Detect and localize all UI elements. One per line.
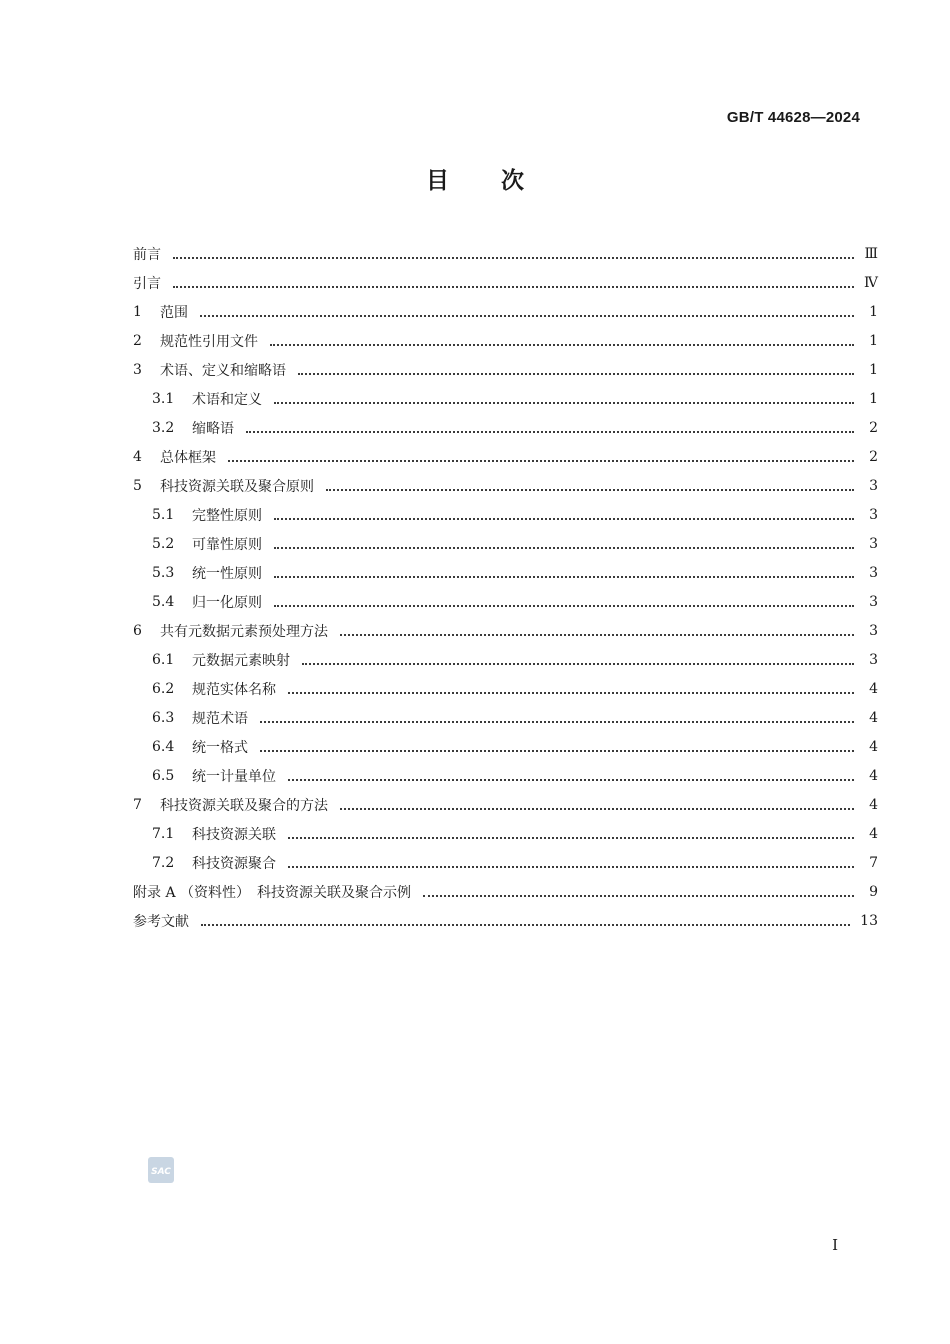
- page-number: I: [832, 1236, 838, 1254]
- toc-entry-page: 13: [860, 912, 878, 929]
- toc-dot-leader: [274, 562, 854, 578]
- toc-dot-leader: [288, 765, 854, 781]
- toc-dot-leader: [274, 388, 854, 404]
- toc-entry-label: 可靠性原则: [192, 536, 262, 553]
- table-of-contents: [133, 239, 878, 935]
- toc-entry-label: 科技资源聚合: [192, 855, 276, 872]
- toc-entry-label: 科技资源关联: [192, 826, 276, 843]
- sac-logo-text: SAC: [151, 1167, 171, 1177]
- toc-entry-number: 6.1: [152, 651, 175, 668]
- toc-dot-leader: [246, 417, 854, 433]
- toc-entry-label: 缩略语: [192, 420, 234, 437]
- toc-entry-page: 4: [869, 767, 878, 784]
- toc-entry[interactable]: [133, 268, 878, 297]
- toc-entry-page: Ⅲ: [864, 245, 878, 262]
- title-char-1: 目: [426, 168, 449, 194]
- toc-dot-leader: [288, 852, 854, 868]
- toc-entry-number: 7.1: [152, 825, 175, 842]
- toc-entry-page: 3: [869, 622, 878, 639]
- toc-entry-number: 3.1: [152, 390, 175, 407]
- page-title: [0, 162, 950, 195]
- toc-entry[interactable]: [133, 790, 878, 819]
- toc-entry[interactable]: [133, 529, 878, 558]
- toc-entry-number: 7: [133, 796, 142, 813]
- toc-entry-page: Ⅳ: [864, 274, 878, 291]
- toc-entry-page: 3: [869, 535, 878, 552]
- toc-entry-label: 规范术语: [192, 710, 248, 727]
- toc-entry-number: 2: [133, 332, 142, 349]
- toc-entry-label: 总体框架: [160, 449, 216, 466]
- toc-dot-leader: [274, 504, 854, 520]
- toc-entry-page: 1: [869, 361, 878, 378]
- toc-entry[interactable]: [133, 877, 878, 906]
- toc-entry-page: 1: [869, 390, 878, 407]
- toc-entry-number: 5.2: [152, 535, 175, 552]
- toc-entry[interactable]: [133, 616, 878, 645]
- toc-entry[interactable]: [133, 326, 878, 355]
- toc-entry[interactable]: [133, 848, 878, 877]
- toc-entry-number: 5.1: [152, 506, 175, 523]
- toc-dot-leader: [340, 620, 854, 636]
- toc-entry-number: 6.2: [152, 680, 175, 697]
- toc-entry-label: 术语、定义和缩略语: [160, 362, 286, 379]
- toc-entry-page: 9: [869, 883, 878, 900]
- toc-dot-leader: [260, 736, 854, 752]
- toc-dot-leader: [173, 243, 854, 259]
- toc-entry-label: 科技资源关联及聚合原则: [160, 478, 314, 495]
- toc-entry[interactable]: [133, 471, 878, 500]
- toc-entry[interactable]: [133, 587, 878, 616]
- toc-entry[interactable]: [133, 355, 878, 384]
- toc-dot-leader: [201, 910, 850, 926]
- toc-entry-number: 6.5: [152, 767, 175, 784]
- toc-entry-label: 统一格式: [192, 739, 248, 756]
- toc-entry-page: 2: [869, 419, 878, 436]
- toc-entry-number: 7.2: [152, 854, 175, 871]
- toc-dot-leader: [274, 533, 854, 549]
- toc-entry[interactable]: [133, 703, 878, 732]
- toc-entry-label: 元数据元素映射: [192, 652, 290, 669]
- standard-code: GB/T 44628—2024: [726, 109, 860, 126]
- toc-entry-number: 3.2: [152, 419, 175, 436]
- toc-entry-page: 2: [869, 448, 878, 465]
- toc-entry-label: 归一化原则: [192, 594, 262, 611]
- toc-dot-leader: [173, 272, 854, 288]
- toc-entry[interactable]: [133, 413, 878, 442]
- toc-entry-page: 3: [869, 564, 878, 581]
- toc-entry-page: 3: [869, 506, 878, 523]
- toc-entry[interactable]: [133, 674, 878, 703]
- toc-entry-page: 4: [869, 680, 878, 697]
- toc-entry-label: 参考文献: [133, 913, 189, 930]
- toc-entry[interactable]: [133, 384, 878, 413]
- toc-dot-leader: [270, 330, 854, 346]
- toc-entry-label: 统一计量单位: [192, 768, 276, 785]
- toc-entry-number: 3: [133, 361, 142, 378]
- toc-entry[interactable]: [133, 819, 878, 848]
- toc-entry[interactable]: [133, 645, 878, 674]
- toc-entry-label: 附录 A （资料性） 科技资源关联及聚合示例: [133, 884, 412, 901]
- toc-entry-number: 5.3: [152, 564, 175, 581]
- toc-entry[interactable]: [133, 239, 878, 268]
- toc-dot-leader: [260, 707, 854, 723]
- toc-entry-label: 统一性原则: [192, 565, 262, 582]
- toc-dot-leader: [274, 591, 854, 607]
- toc-entry-page: 1: [869, 332, 878, 349]
- toc-entry-label: 前言: [133, 246, 161, 263]
- toc-entry[interactable]: [133, 906, 878, 935]
- toc-entry-number: 5: [133, 477, 142, 494]
- toc-entry-label: 共有元数据元素预处理方法: [160, 623, 328, 640]
- toc-entry[interactable]: [133, 761, 878, 790]
- toc-entry-label: 科技资源关联及聚合的方法: [160, 797, 328, 814]
- toc-dot-leader: [423, 881, 854, 897]
- toc-entry-page: 3: [869, 651, 878, 668]
- title-char-2: 次: [501, 168, 524, 194]
- toc-entry-number: 6: [133, 622, 142, 639]
- toc-entry[interactable]: [133, 442, 878, 471]
- toc-entry-number: 5.4: [152, 593, 175, 610]
- toc-entry-page: 3: [869, 477, 878, 494]
- toc-entry[interactable]: [133, 732, 878, 761]
- toc-entry-label: 规范实体名称: [192, 681, 276, 698]
- toc-entry-page: 4: [869, 796, 878, 813]
- toc-entry-page: 7: [869, 854, 878, 871]
- toc-dot-leader: [228, 446, 854, 462]
- toc-entry[interactable]: [133, 297, 878, 326]
- toc-dot-leader: [200, 301, 854, 317]
- toc-entry-page: 1: [869, 303, 878, 320]
- toc-entry-page: 3: [869, 593, 878, 610]
- toc-entry-number: 6.4: [152, 738, 175, 755]
- toc-entry[interactable]: [133, 558, 878, 587]
- toc-entry-page: 4: [869, 738, 878, 755]
- sac-logo-icon: [148, 1157, 174, 1183]
- toc-dot-leader: [302, 649, 854, 665]
- toc-entry-label: 引言: [133, 275, 161, 292]
- toc-entry-label: 术语和定义: [192, 391, 262, 408]
- toc-dot-leader: [298, 359, 854, 375]
- toc-entry-number: 6.3: [152, 709, 175, 726]
- toc-entry-page: 4: [869, 709, 878, 726]
- toc-entry-label: 完整性原则: [192, 507, 262, 524]
- toc-dot-leader: [326, 475, 854, 491]
- toc-dot-leader: [340, 794, 854, 810]
- toc-entry-number: 1: [133, 303, 142, 320]
- toc-entry-page: 4: [869, 825, 878, 842]
- toc-entry-number: 4: [133, 448, 142, 465]
- toc-entry[interactable]: [133, 500, 878, 529]
- toc-entry-label: 规范性引用文件: [160, 333, 258, 350]
- toc-dot-leader: [288, 678, 854, 694]
- toc-entry-label: 范围: [160, 304, 188, 321]
- toc-dot-leader: [288, 823, 854, 839]
